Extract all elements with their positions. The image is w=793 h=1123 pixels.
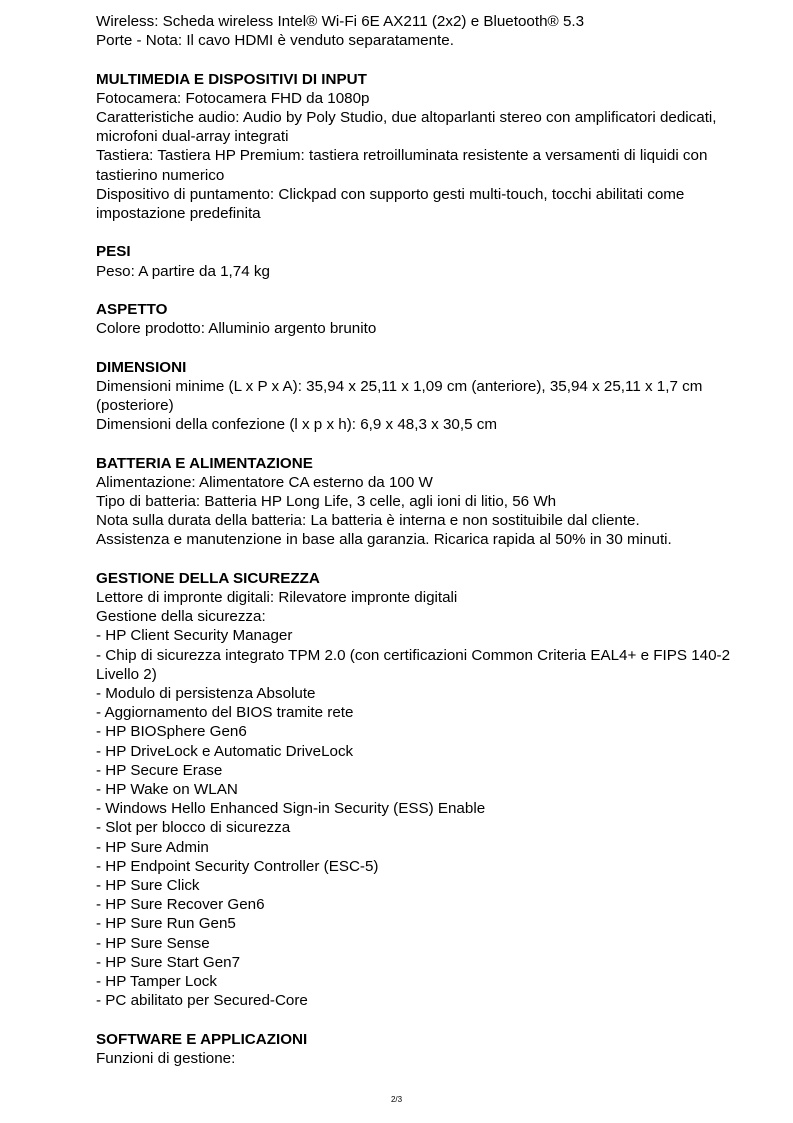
spec-line: Fotocamera: Fotocamera FHD da 1080p xyxy=(96,89,370,107)
section-batteria xyxy=(96,454,756,550)
section-heading: BATTERIA E ALIMENTAZIONE xyxy=(96,454,313,472)
list-item: - Slot per blocco di sicurezza xyxy=(96,819,291,837)
spec-line: Alimentazione: Alimentatore CA esterno da 100 W xyxy=(96,473,433,491)
list-item: - Chip di sicurezza integrato TPM 2.0 (con certificazioni Common Criteria EAL4+ e FIPS 140-2 Livello 2) xyxy=(96,646,735,683)
list-item: - HP Sure Start Gen7 xyxy=(96,953,241,971)
spec-line: Dimensioni minime (L x P x A): 35,94 x 25,11 x 1,09 cm (anteriore), 35,94 x 25,11 x 1,7 cm (posteriore) xyxy=(96,377,707,414)
spec-line: Gestione della sicurezza: xyxy=(96,608,266,626)
section-heading: MULTIMEDIA E DISPOSITIVI DI INPUT xyxy=(96,70,367,88)
section-dimensioni xyxy=(96,358,756,435)
list-item: - Windows Hello Enhanced Sign-in Security (ESS) Enable xyxy=(96,800,486,818)
spec-line: Lettore di impronte digitali: Rilevatore impronte digitali xyxy=(96,589,458,606)
spec-line: Funzioni di gestione: xyxy=(96,1049,236,1067)
document-body xyxy=(96,12,756,1068)
section-aspetto xyxy=(96,300,756,338)
spec-line: Tastiera: Tastiera HP Premium: tastiera retroilluminata resistente a versamenti di liquidi con tastierino numerico xyxy=(96,147,712,184)
list-item: - HP Tamper Lock xyxy=(96,973,217,991)
section-heading: SOFTWARE E APPLICAZIONI xyxy=(96,1030,308,1048)
spec-line: Assistenza e manutenzione in base alla garanzia. Ricarica rapida al 50% in 30 minuti. xyxy=(96,531,672,549)
spec-line: Peso: A partire da 1,74 kg xyxy=(96,262,270,280)
list-item: - HP BIOSphere Gen6 xyxy=(96,723,247,741)
list-item: - HP Wake on WLAN xyxy=(96,781,238,799)
spec-line: Colore prodotto: Alluminio argento brunito xyxy=(96,320,377,338)
list-item: - HP DriveLock e Automatic DriveLock xyxy=(96,742,354,760)
list-item: - Aggiornamento del BIOS tramite rete xyxy=(96,704,354,722)
spec-line: Tipo di batteria: Batteria HP Long Life, 3 celle, agli ioni di litio, 56 Wh xyxy=(96,493,557,510)
spec-line: Wireless: Scheda wireless Intel® Wi-Fi 6E AX211 (2x2) e Bluetooth® 5.3 xyxy=(96,13,585,30)
section-software xyxy=(96,1030,756,1068)
list-item: - HP Sure Sense xyxy=(96,934,210,952)
list-item: - HP Sure Run Gen5 xyxy=(96,915,236,933)
section-sicurezza xyxy=(96,569,756,1011)
list-item: - Modulo di persistenza Absolute xyxy=(96,685,316,703)
intro-block xyxy=(96,12,756,50)
section-pesi xyxy=(96,242,756,280)
section-heading: DIMENSIONI xyxy=(96,358,187,376)
list-item: - PC abilitato per Secured-Core xyxy=(96,992,308,1010)
spec-line: Nota sulla durata della batteria: La batteria è interna e non sostituibile dal cliente. xyxy=(96,512,640,530)
section-heading: GESTIONE DELLA SICUREZZA xyxy=(96,569,320,587)
spec-line: Dimensioni della confezione (l x p x h): 6,9 x 48,3 x 30,5 cm xyxy=(96,416,497,434)
section-heading: ASPETTO xyxy=(96,301,168,318)
spec-line: Dispositivo di puntamento: Clickpad con supporto gesti multi-touch, tocchi abilitati come impostazione predefinita xyxy=(96,185,689,223)
list-item: - HP Endpoint Security Controller (ESC-5) xyxy=(96,857,379,875)
section-multimedia xyxy=(96,70,756,224)
spec-line: Caratteristiche audio: Audio by Poly Studio, due altoparlanti stereo con amplificatori dedicati, microfoni dual-array integrati xyxy=(96,109,721,146)
spec-line: Porte - Nota: Il cavo HDMI è venduto separatamente. xyxy=(96,32,454,50)
section-heading: PESI xyxy=(96,243,131,261)
list-item: - HP Sure Admin xyxy=(96,838,209,856)
list-item: - HP Sure Click xyxy=(96,877,200,895)
page-number: 2/3 xyxy=(390,1095,403,1104)
list-item: - HP Sure Recover Gen6 xyxy=(96,896,265,914)
list-item: - HP Secure Erase xyxy=(96,761,223,779)
list-item: - HP Client Security Manager xyxy=(96,627,293,645)
